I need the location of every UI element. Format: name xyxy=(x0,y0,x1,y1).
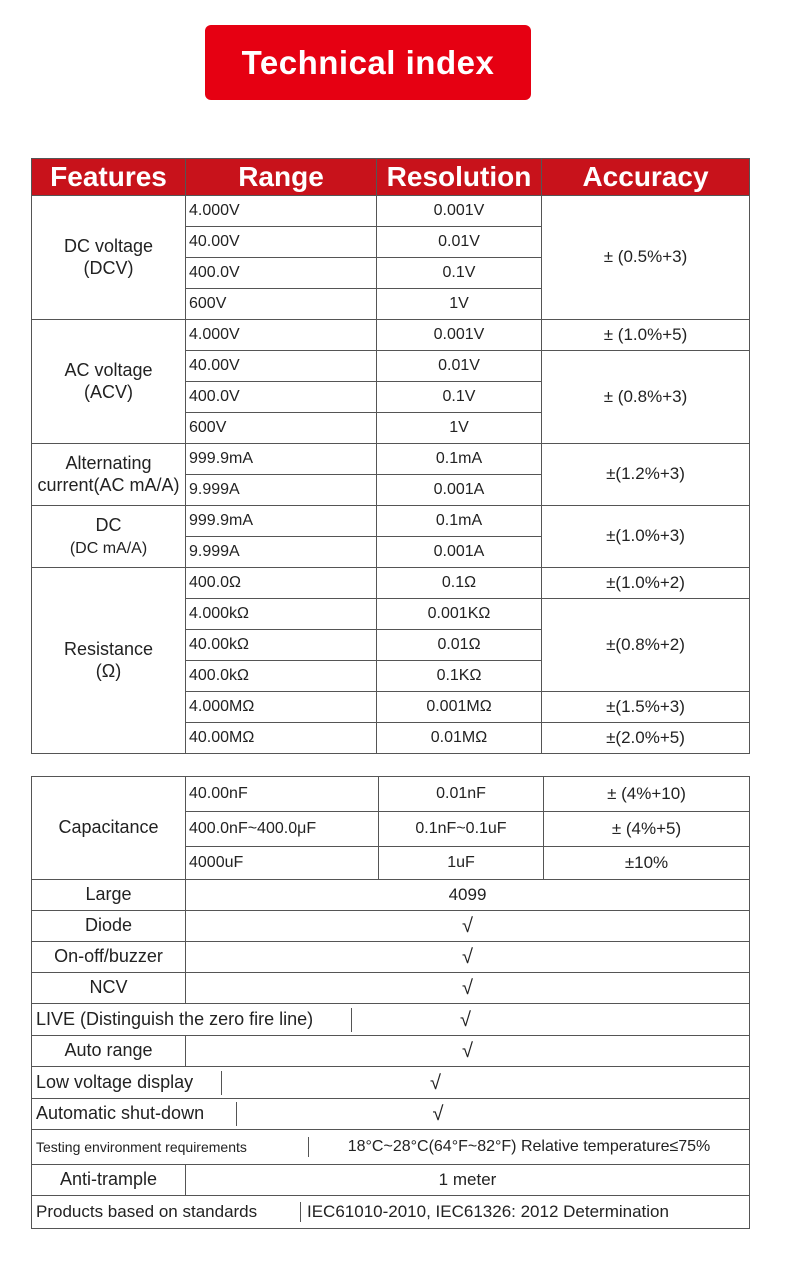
resolution-cell: 0.01Ω xyxy=(377,630,542,661)
feature-capacitance: Capacitance xyxy=(32,777,186,880)
feature-large: Large xyxy=(32,880,186,911)
table-row xyxy=(32,444,750,475)
value-cell: 1 meter xyxy=(186,1165,750,1196)
table-row xyxy=(32,568,750,599)
range-cell: 600V xyxy=(186,413,377,444)
resolution-cell: 0.1Ω xyxy=(377,568,542,599)
table-row xyxy=(32,1004,750,1036)
table-row xyxy=(32,973,750,1004)
test-env-value: 18°C~28°C(64°F~82°F) Relative temperature≤75% xyxy=(347,1138,711,1156)
range-cell: 40.00V xyxy=(186,227,377,258)
resolution-cell: 0.01V xyxy=(377,351,542,382)
accuracy-cell: ±(1.0%+3) xyxy=(542,506,750,568)
table-row xyxy=(32,506,750,537)
check-mark: √ xyxy=(432,1103,444,1125)
range-cell: 40.00kΩ xyxy=(186,630,377,661)
check-mark: √ xyxy=(186,973,750,1004)
accuracy-cell: ±(1.0%+2) xyxy=(542,568,750,599)
feature-ac-voltage: AC voltage (ACV) xyxy=(32,320,186,444)
feature-live: LIVE (Distinguish the zero fire line) xyxy=(32,1008,352,1032)
table-row xyxy=(32,1036,750,1067)
range-cell: 400.0kΩ xyxy=(186,661,377,692)
resolution-cell: 0.001MΩ xyxy=(377,692,542,723)
table-row xyxy=(32,196,750,227)
resolution-cell: 0.001A xyxy=(377,537,542,568)
resolution-cell: 0.001V xyxy=(377,196,542,227)
feature-diode: Diode xyxy=(32,911,186,942)
feature-anti-trample: Anti-trample xyxy=(32,1165,186,1196)
resolution-cell: 0.1mA xyxy=(377,444,542,475)
range-cell: 400.0Ω xyxy=(186,568,377,599)
accuracy-cell: ± (4%+10) xyxy=(544,777,750,812)
header-range: Range xyxy=(186,159,377,196)
range-cell: 40.00nF xyxy=(186,777,379,812)
range-cell: 400.0V xyxy=(186,258,377,289)
feature-auto-shutdown: Automatic shut-down xyxy=(32,1102,237,1126)
auto-shutdown-row-cell xyxy=(32,1099,750,1130)
page-title: Technical index xyxy=(205,25,531,100)
table-row xyxy=(32,777,750,812)
feature-ac-current: Alternating current(AC mA/A) xyxy=(32,444,186,506)
resolution-cell: 0.1KΩ xyxy=(377,661,542,692)
value-cell: 4099 xyxy=(186,880,750,911)
accuracy-cell: ±10% xyxy=(544,847,750,880)
resolution-cell: 0.01nF xyxy=(379,777,544,812)
feature-test-env: Testing environment requirements xyxy=(32,1137,309,1156)
resolution-cell: 0.1V xyxy=(377,382,542,413)
accuracy-cell: ±(2.0%+5) xyxy=(542,723,750,754)
resolution-cell: 1uF xyxy=(379,847,544,880)
feature-standards: Products based on standards xyxy=(32,1202,301,1222)
table-header-row xyxy=(32,159,750,196)
table-row xyxy=(32,1130,750,1165)
table-row xyxy=(32,880,750,911)
resolution-cell: 0.1nF~0.1uF xyxy=(379,812,544,847)
range-cell: 4000uF xyxy=(186,847,379,880)
accuracy-cell: ± (4%+5) xyxy=(544,812,750,847)
live-row-cell xyxy=(32,1004,750,1036)
spec-table-secondary xyxy=(31,776,750,1229)
check-mark: √ xyxy=(186,1036,750,1067)
accuracy-cell: ± (0.5%+3) xyxy=(542,196,750,320)
feature-low-voltage: Low voltage display xyxy=(32,1071,222,1095)
table-row xyxy=(32,1196,750,1229)
range-cell: 4.000V xyxy=(186,320,377,351)
header-accuracy: Accuracy xyxy=(542,159,750,196)
resolution-cell: 1V xyxy=(377,289,542,320)
standards-row-cell xyxy=(32,1196,750,1229)
accuracy-cell: ± (0.8%+3) xyxy=(542,351,750,444)
test-env-row-cell xyxy=(32,1130,750,1165)
resolution-cell: 0.1V xyxy=(377,258,542,289)
feature-dc-current: DC (DC mA/A) xyxy=(32,506,186,568)
header-resolution: Resolution xyxy=(377,159,542,196)
range-cell: 40.00V xyxy=(186,351,377,382)
range-cell: 400.0nF~400.0μF xyxy=(186,812,379,847)
feature-ncv: NCV xyxy=(32,973,186,1004)
table-row xyxy=(32,320,750,351)
resolution-cell: 0.01V xyxy=(377,227,542,258)
low-voltage-row-cell xyxy=(32,1067,750,1099)
table-row xyxy=(32,1067,750,1099)
check-mark: √ xyxy=(186,942,750,973)
table-row xyxy=(32,911,750,942)
table-row xyxy=(32,1099,750,1130)
accuracy-cell: ±(1.2%+3) xyxy=(542,444,750,506)
accuracy-cell: ±(0.8%+2) xyxy=(542,599,750,692)
range-cell: 40.00MΩ xyxy=(186,723,377,754)
resolution-cell: 1V xyxy=(377,413,542,444)
feature-auto-range: Auto range xyxy=(32,1036,186,1067)
spec-table-main xyxy=(31,158,750,754)
range-cell: 4.000V xyxy=(186,196,377,227)
check-mark: √ xyxy=(430,1071,441,1094)
resolution-cell: 0.01MΩ xyxy=(377,723,542,754)
accuracy-cell: ±(1.5%+3) xyxy=(542,692,750,723)
range-cell: 9.999A xyxy=(186,475,377,506)
check-mark: √ xyxy=(460,1008,471,1031)
resolution-cell: 0.001A xyxy=(377,475,542,506)
accuracy-cell: ± (1.0%+5) xyxy=(542,320,750,351)
resolution-cell: 0.001KΩ xyxy=(377,599,542,630)
check-mark: √ xyxy=(186,911,750,942)
range-cell: 400.0V xyxy=(186,382,377,413)
range-cell: 600V xyxy=(186,289,377,320)
standards-value: IEC61010-2010, IEC61326: 2012 Determination xyxy=(307,1201,669,1221)
resolution-cell: 0.1mA xyxy=(377,506,542,537)
header-features: Features xyxy=(32,159,186,196)
feature-dc-voltage: DC voltage (DCV) xyxy=(32,196,186,320)
range-cell: 999.9mA xyxy=(186,444,377,475)
range-cell: 9.999A xyxy=(186,537,377,568)
range-cell: 4.000kΩ xyxy=(186,599,377,630)
table-row xyxy=(32,1165,750,1196)
feature-buzzer: On-off/buzzer xyxy=(32,942,186,973)
resolution-cell: 0.001V xyxy=(377,320,542,351)
range-cell: 4.000MΩ xyxy=(186,692,377,723)
table-row xyxy=(32,942,750,973)
range-cell: 999.9mA xyxy=(186,506,377,537)
feature-resistance: Resistance (Ω) xyxy=(32,568,186,754)
